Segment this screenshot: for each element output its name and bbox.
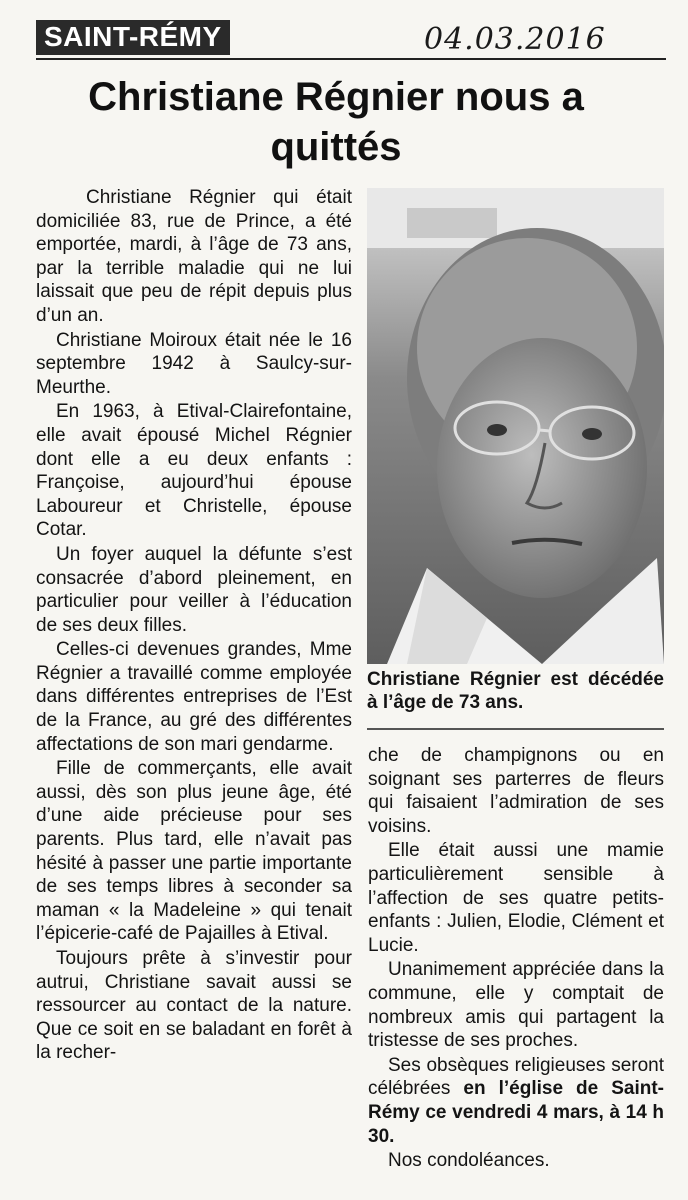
funeral-paragraph [368, 1054, 664, 1148]
funeral-details: en l’église de Saint-Rémy ce vendredi 4 mars, à 14 h 30. [368, 1078, 664, 1147]
paragraph: Christiane Moiroux était née le 16 septembre 1942 à Saulcy-sur-Meurthe. [36, 329, 352, 398]
handwritten-date: 04.03.2016 [424, 22, 606, 57]
section-rule [36, 58, 666, 60]
paragraph: Fille de commerçants, elle avait aussi, dès son plus jeune âge, été d’une aide précieuse pour ses parents. Plus tard, elle n’avait pas hésité à passer une partie importante de ses temps libres à seconder sa maman « la Madeleine » qui tenait l’épicerie-café de Pajailles à Etival. [36, 758, 352, 945]
funeral-lead: Ses obsèques religieuses seront célébrées [368, 1054, 664, 1100]
caption-rule [367, 728, 664, 730]
paragraph: che de champignons ou en soignant ses parterres de fleurs qui faisaient l’admiration de ses voisins. [368, 745, 664, 837]
section-label: SAINT-RÉMY [36, 20, 230, 55]
paragraph: Unanimement appréciée dans la commune, elle y comptait de nombreux amis qui partagent la tristesse de ses proches. [368, 959, 664, 1052]
paragraph: Un foyer auquel la défunte s’est consacrée d’abord pleinement, en particulier pour veiller à l’éducation de ses deux filles. [36, 543, 352, 636]
portrait-photo [367, 188, 664, 664]
portrait-illustration [367, 188, 664, 664]
paragraph: Elle était aussi une mamie particulièrement sensible à l’affection de ses quatre petits-enfants : Julien, Elodie, Clément et Lucie. [368, 840, 664, 956]
paragraph: Christiane Régnier qui était domiciliée 83, rue de Prince, a été emportée, mardi, à l’âge de 73 ans, par la terrible maladie qui ne lui laissait que peu de répit depuis plus d’un an. [36, 187, 352, 326]
paragraph: Celles-ci devenues grandes, Mme Régnier a travaillé comme employée dans différentes entreprises de l’Est de la France, au gré des différentes affectations de son mari gendarme. [36, 639, 352, 755]
article-headline: Christiane Régnier nous a quittés [88, 75, 584, 169]
left-column [36, 186, 352, 1066]
photo-caption: Christiane Régnier est décédée à l’âge de 73 ans. [367, 669, 664, 713]
paragraph: En 1963, à Etival-Clairefontaine, elle avait épousé Michel Régnier dont elle a eu deux enfants : Françoise, aujourd’hui épouse Laboureur et Christelle, épouse Cotar. [36, 401, 352, 541]
right-column [368, 744, 664, 1174]
closing-line: Nos condoléances. [388, 1150, 550, 1172]
paragraph: Toujours prête à s’investir pour autrui, Christiane savait aussi se ressourcer au contact de la nature. Que ce soit en se baladant en forêt à la recher- [36, 948, 352, 1064]
